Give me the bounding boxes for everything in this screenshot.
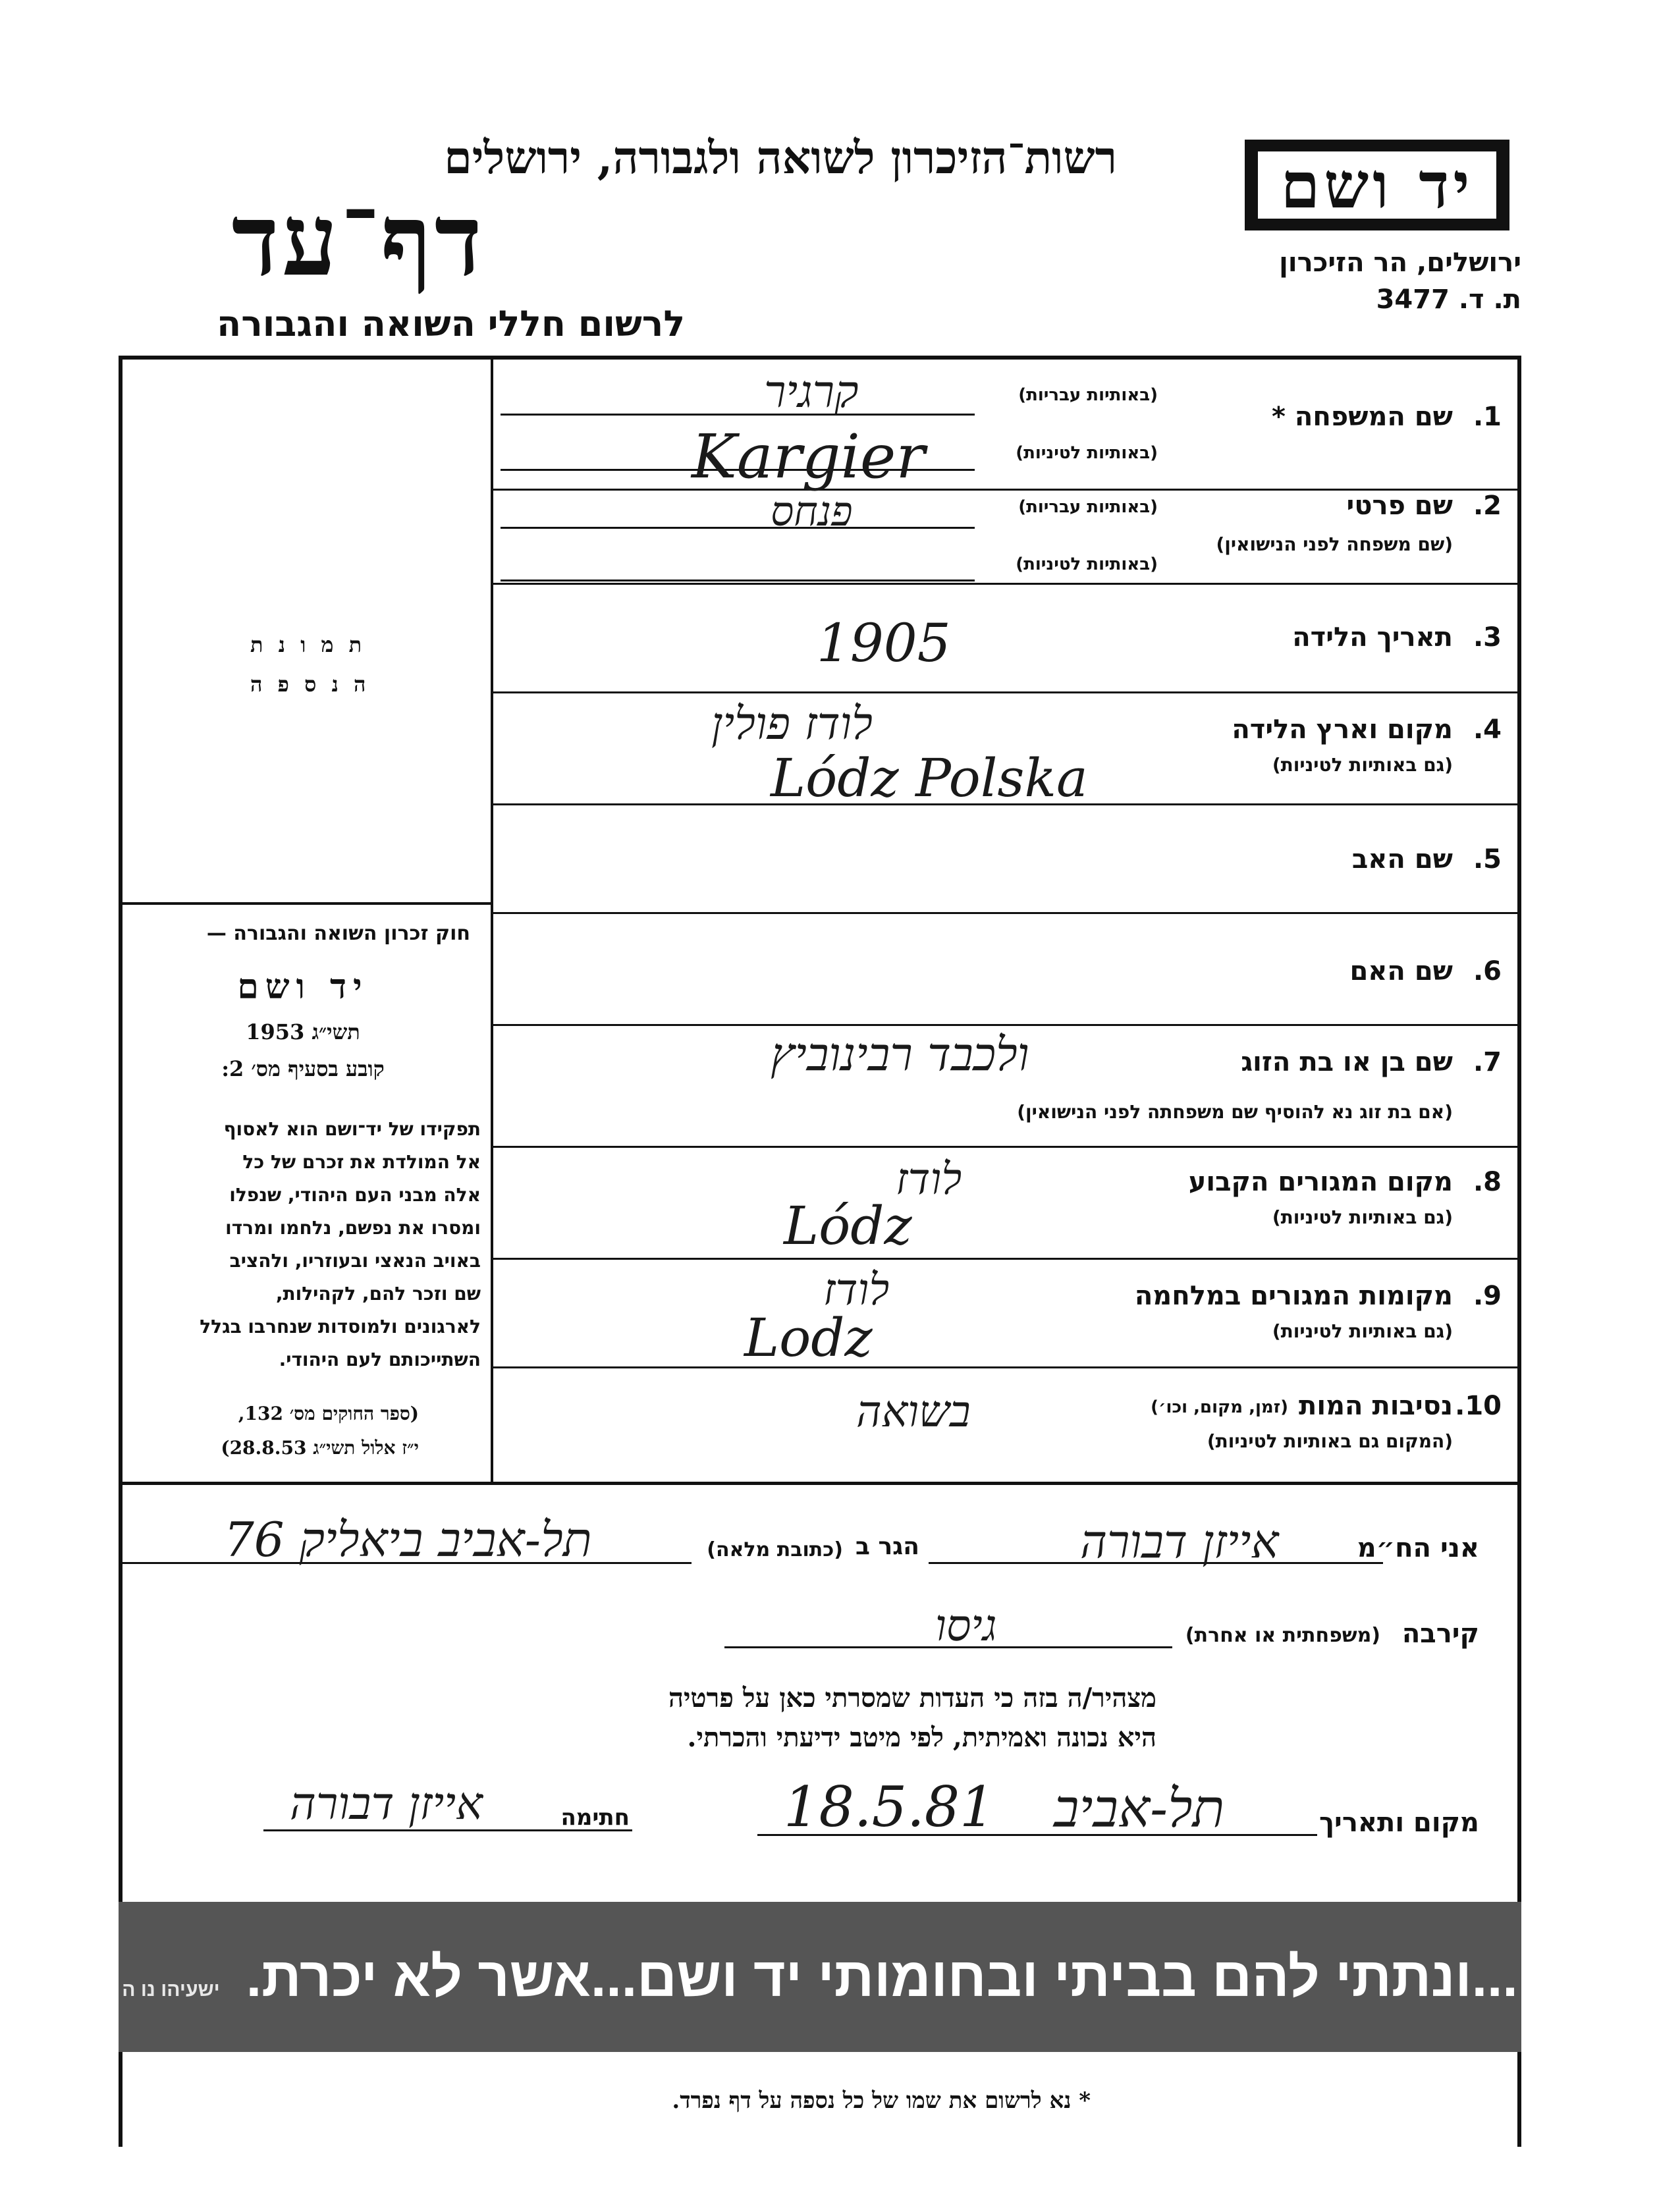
row-divider-7 — [491, 1146, 1521, 1148]
law-ref-2: י״ז אלול תשי״ג 28.8.53) — [221, 1437, 419, 1459]
row-divider-5 — [491, 912, 1521, 914]
field-4-sub: (גם באותיות לטיניות) — [1272, 754, 1453, 776]
row-divider-3 — [491, 691, 1521, 693]
field-7-number: 7. — [1473, 1047, 1502, 1077]
form-title: דף־עד — [231, 182, 485, 298]
place-date-label: מקום ותאריך — [1318, 1808, 1479, 1838]
field-9-number: 9. — [1473, 1281, 1502, 1311]
field-9-label: מקומות המגורים במלחמה — [1134, 1281, 1453, 1311]
photo-label-2: ה נ ס פ ה — [250, 672, 370, 697]
field-10-label: נסיבות המות — [1299, 1391, 1453, 1421]
field-2-hint-latin: (באותיות לטיניות) — [1016, 554, 1158, 574]
law-heading: חוק זכרון השואה והגבורה — — [206, 922, 470, 945]
field-1-number: 1. — [1473, 402, 1502, 432]
field-10-value[interactable]: בשואה — [856, 1386, 971, 1437]
statement-line-1: מצהיר/ה בזה כי העדות שמסרתי כאן על פרטיה — [668, 1683, 1156, 1713]
row-divider-9 — [491, 1366, 1521, 1368]
address-line-1: ירושלים, הר הזיכרון — [1279, 248, 1521, 278]
signature-value[interactable]: אייזן דבורה — [290, 1778, 483, 1830]
law-text: תפקידו של יד־ושם הוא לאסוף אל המולדת את זכרם של כל אלה מבני העם היהודי, שנפלו ומסרו את נפשם, נלחמו ומרדו באויב הנאצי ובעוזריו, ולהציב שם וזכר להם, לקהילות, לארגונים ולמוסדות שנחרבו בגלל השתייכותם לעם היהודי. — [200, 1118, 481, 1370]
field-10-sub: (המקום גם באותיות לטיניות) — [1207, 1430, 1453, 1452]
declarant-i-label: אני הח״מ — [1357, 1533, 1479, 1563]
column-divider — [491, 356, 493, 1482]
field-2-line-latin[interactable] — [501, 580, 975, 581]
footnote: * נא לרשום את שמו של כל נספה על דף נפרד. — [672, 2088, 1091, 2114]
row-divider-6 — [491, 1024, 1521, 1026]
field-8-value-hebrew[interactable]: לודז — [896, 1154, 962, 1204]
law-name: יד ושם — [237, 967, 369, 1007]
field-7-sub: (אם בת זוג נא להוסיף שם משפחתה לפני הנישואין) — [1017, 1101, 1453, 1123]
declarant-resides-label: הגר ב — [856, 1533, 919, 1560]
declarant-address-hint: (כתובת מלאה) — [707, 1538, 843, 1561]
law-year: תשי״ג 1953 — [246, 1019, 360, 1044]
main-table-bottom — [119, 1482, 1521, 1485]
field-7-label: שם בן או בת הזוג — [1241, 1047, 1453, 1077]
field-3-number: 3. — [1473, 622, 1502, 653]
field-9-value-latin[interactable]: Lodz — [744, 1307, 873, 1368]
field-9-value-hebrew[interactable]: לודז — [823, 1264, 890, 1315]
field-6-label: שם האם — [1349, 956, 1453, 986]
field-5-label: שם האב — [1351, 844, 1453, 875]
banner-quote: ...ונתתי להם בביתי ובחומותי יד ושם...אשר לא יכרת. — [246, 1945, 1518, 2008]
field-1-hint-hebrew: (באותיות עבריות) — [1018, 385, 1158, 405]
declarant-address-value[interactable]: תל-אביב ביאליק 76 — [224, 1512, 592, 1567]
date-value[interactable]: 18.5.81 — [784, 1775, 995, 1839]
field-9-sub: (גם באותיות לטיניות) — [1272, 1320, 1453, 1342]
authority-title: רשות־הזיכרון לשואה ולגבורה, ירושלים — [444, 132, 1117, 184]
field-4-number: 4. — [1473, 715, 1502, 745]
field-2-value-hebrew[interactable]: פנחס — [771, 487, 853, 535]
declarant-name-value[interactable]: אייזן דבורה — [1080, 1515, 1279, 1569]
address-line-2: ת. ד. 3477 — [1376, 284, 1521, 315]
field-1-label: שם המשפחה * — [1272, 402, 1453, 432]
field-2-sub: (שם משפחה לפני הנישואין) — [1216, 533, 1453, 555]
form-left-border — [119, 356, 122, 2147]
field-3-label: תאריך הלידה — [1292, 622, 1453, 653]
yad-vashem-logo — [1245, 140, 1509, 230]
photo-label-1: ת מ ו נ ת — [250, 632, 366, 657]
field-2-number: 2. — [1473, 491, 1502, 521]
row-divider-8 — [491, 1258, 1521, 1260]
field-5-number: 5. — [1473, 844, 1502, 875]
field-8-label: מקום המגורים הקבוע — [1188, 1167, 1453, 1197]
field-4-value-latin[interactable]: Lódz Polska — [771, 747, 1088, 809]
logo-text: יד ושם — [1280, 148, 1474, 223]
banner-source: ישעיהו נו ה — [122, 1978, 220, 2001]
field-1-value-latin[interactable]: Kargier — [692, 421, 925, 492]
field-2-hint-hebrew: (באותיות עבריות) — [1018, 497, 1158, 517]
relation-value[interactable]: גיסו — [935, 1600, 997, 1651]
field-1-line-hebrew[interactable] — [501, 414, 975, 416]
form-subtitle: לרשום חללי השואה והגבורה — [217, 303, 685, 344]
quote-banner — [119, 1902, 1521, 2052]
field-8-number: 8. — [1473, 1167, 1502, 1197]
relation-hint: (משפחתית או אחרת) — [1185, 1624, 1380, 1647]
field-3-value[interactable]: 1905 — [817, 612, 951, 674]
form-right-border — [1517, 356, 1521, 2147]
field-8-value-latin[interactable]: Lódz — [784, 1195, 912, 1256]
field-1-hint-latin: (באותיות לטיניות) — [1016, 443, 1158, 463]
field-2-line-hebrew[interactable] — [501, 527, 975, 529]
sidebar-divider — [119, 902, 492, 905]
law-ref-1: (ספר החוקים מס׳ 132, — [238, 1403, 419, 1424]
relation-label: קירבה — [1401, 1619, 1479, 1649]
statement-line-2: היא נכונה ואמיתית, לפי מיטב ידיעתי והכרתי. — [687, 1722, 1156, 1753]
signature-label: חתימה — [560, 1804, 630, 1831]
field-10-label-extra: (זמן, מקום, וכו׳) — [1151, 1397, 1288, 1417]
form-top-border — [119, 356, 1521, 360]
field-2-label: שם פרטי — [1346, 491, 1453, 521]
field-6-number: 6. — [1473, 956, 1502, 986]
field-8-sub: (גם באותיות לטיניות) — [1272, 1206, 1453, 1228]
field-1-value-hebrew[interactable]: קרגיר — [764, 366, 859, 418]
row-divider-2 — [491, 583, 1521, 585]
field-4-label: מקום וארץ הלידה — [1232, 715, 1453, 745]
field-4-value-hebrew[interactable]: לודז פולין — [711, 698, 873, 750]
field-7-value[interactable]: ולכבד רבינוביץ — [771, 1027, 1029, 1081]
place-value[interactable]: תל-אביב — [1054, 1778, 1225, 1839]
law-clause: קובע בסעיף מס׳ 2: — [221, 1056, 385, 1081]
field-10-number: 10. — [1455, 1391, 1502, 1421]
